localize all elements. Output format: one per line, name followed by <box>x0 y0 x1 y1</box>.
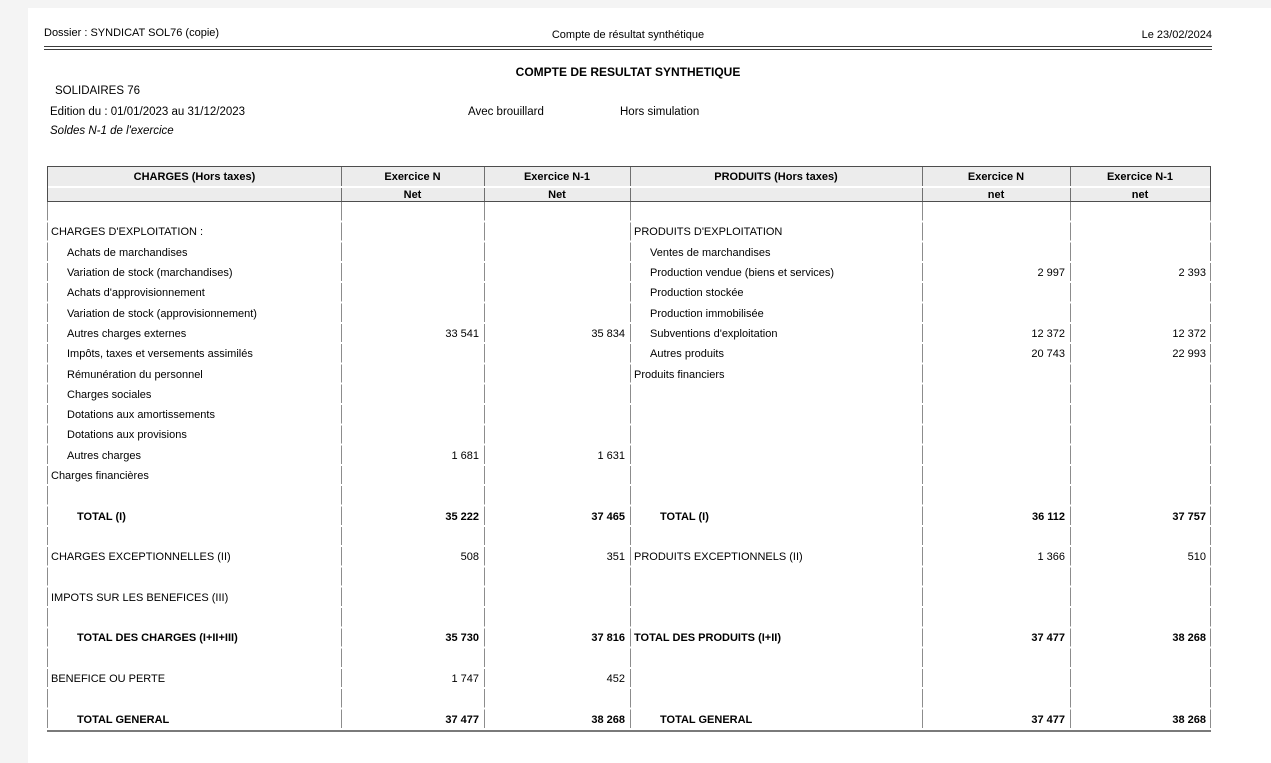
produits-exercice-n-cell: 2 997 <box>1037 267 1065 280</box>
col-subheader-charges-net-n: Net <box>403 188 422 201</box>
produits-label-cell: TOTAL GENERAL <box>660 713 753 726</box>
produits-exercice-n-cell: 36 112 <box>1031 510 1065 523</box>
charges-label-cell: Dotations aux amortissements <box>67 409 215 422</box>
body-column-divider <box>484 202 485 730</box>
table-row <box>47 466 1211 486</box>
table-row <box>47 527 1211 547</box>
charges-exercice-n1-cell: 35 834 <box>591 327 625 340</box>
charges-exercice-n-cell: 1 747 <box>451 672 479 685</box>
charges-label-cell: Impôts, taxes et versements assimilés <box>67 348 253 361</box>
edition-period: Edition du : 01/01/2023 au 31/12/2023 <box>50 106 246 118</box>
table-row <box>47 649 1211 669</box>
produits-exercice-n1-cell: 22 993 <box>1172 348 1206 361</box>
charges-exercice-n1-cell: 38 268 <box>591 713 625 726</box>
charges-label-cell: CHARGES D'EXPLOITATION : <box>51 226 204 239</box>
charges-label-cell: TOTAL (I) <box>77 510 126 523</box>
produits-label-cell: TOTAL (I) <box>660 510 709 523</box>
table-row <box>47 486 1211 506</box>
table-row <box>47 567 1211 587</box>
table-row <box>47 405 1211 425</box>
charges-label-cell: Charges financières <box>51 470 149 482</box>
produits-exercice-n-cell: 1 366 <box>1037 551 1065 564</box>
charges-label-cell: Autres charges externes <box>67 327 187 340</box>
table-row <box>47 243 1211 263</box>
table-header-row-separator <box>48 186 1210 188</box>
result-table <box>47 166 1211 734</box>
table-row <box>47 344 1211 364</box>
table-header-row-net <box>48 188 1210 201</box>
charges-exercice-n1-cell: 37 816 <box>591 632 625 645</box>
produits-exercice-n-cell: 37 477 <box>1031 713 1065 726</box>
header-column-divider <box>341 167 342 201</box>
produits-exercice-n1-cell: 2 393 <box>1178 267 1206 280</box>
charges-label-cell: Autres charges <box>67 449 141 462</box>
produits-exercice-n1-cell: 38 268 <box>1172 632 1206 645</box>
charges-label-cell: Achats de marchandises <box>67 246 188 259</box>
body-column-divider <box>47 202 48 730</box>
table-row <box>47 628 1211 648</box>
header-report-name: Compte de résultat synthétique <box>551 29 705 41</box>
col-header-charges-exercice-n1: Exercice N-1 <box>523 170 591 183</box>
page-title: COMPTE DE RESULTAT SYNTHETIQUE <box>515 65 741 79</box>
produits-label-cell: TOTAL DES PRODUITS (I+II) <box>634 632 781 645</box>
table-row <box>47 425 1211 445</box>
table-row <box>47 324 1211 344</box>
col-subheader-produits-net-n: net <box>987 188 1005 201</box>
dossier-label: Dossier : SYNDICAT SOL76 (copie) <box>44 27 220 39</box>
produits-exercice-n-cell: 20 743 <box>1031 348 1065 361</box>
table-row <box>47 202 1211 222</box>
produits-label-cell: PRODUITS D'EXPLOITATION <box>634 226 783 239</box>
col-header-produits-exercice-n1: Exercice N-1 <box>1106 170 1174 183</box>
produits-label-cell: Production vendue (biens et services) <box>650 267 835 280</box>
charges-exercice-n1-cell: 37 465 <box>591 510 625 523</box>
body-column-divider <box>1210 202 1211 730</box>
company-name: SOLIDAIRES 76 <box>55 85 141 97</box>
charges-exercice-n-cell: 35 730 <box>445 632 479 645</box>
body-column-divider <box>922 202 923 730</box>
document-header <box>44 27 1212 41</box>
table-row <box>47 588 1211 608</box>
produits-label-cell: Production immobilisée <box>650 307 764 320</box>
charges-exercice-n-cell: 1 681 <box>451 449 479 462</box>
col-header-produits: PRODUITS (Hors taxes) <box>714 170 838 183</box>
charges-exercice-n1-cell: 452 <box>606 672 625 685</box>
charges-label-cell: TOTAL DES CHARGES (I+II+III) <box>77 632 238 645</box>
soldes-note: Soldes N-1 de l'exercice <box>50 125 174 137</box>
charges-label-cell: BENEFICE OU PERTE <box>51 672 166 685</box>
charges-exercice-n1-cell: 351 <box>606 551 625 564</box>
table-row <box>47 689 1211 709</box>
body-column-divider <box>630 202 631 730</box>
table-row <box>47 669 1211 689</box>
charges-exercice-n-cell: 35 222 <box>445 510 479 523</box>
table-header <box>47 166 1211 202</box>
charges-label-cell: Rémunération du personnel <box>67 368 203 381</box>
table-row <box>47 283 1211 303</box>
edition-brouillard-flag: Avec brouillard <box>468 106 544 118</box>
produits-label-cell: Production stockée <box>650 287 744 300</box>
charges-label-cell: Charges sociales <box>67 388 152 401</box>
table-header-row-titles <box>48 167 1210 186</box>
charges-exercice-n1-cell: 1 631 <box>597 449 625 462</box>
produits-label-cell: Subventions d'exploitation <box>650 327 778 340</box>
header-column-divider <box>922 167 923 201</box>
charges-label-cell: Achats d'approvisionnement <box>67 287 205 300</box>
table-row <box>47 547 1211 567</box>
header-date: Le 23/02/2024 <box>1141 29 1212 41</box>
col-subheader-produits-net-n1: net <box>1131 188 1149 201</box>
col-header-charges-exercice-n: Exercice N <box>384 170 441 183</box>
produits-label-cell: PRODUITS EXCEPTIONNELS (II) <box>634 551 803 564</box>
col-header-produits-exercice-n: Exercice N <box>967 170 1025 183</box>
charges-exercice-n-cell: 33 541 <box>445 327 479 340</box>
header-double-rule <box>44 46 1212 50</box>
table-row <box>47 222 1211 242</box>
table-row <box>47 263 1211 283</box>
table-row <box>47 385 1211 405</box>
table-row <box>47 506 1211 526</box>
header-column-divider <box>1070 167 1071 201</box>
charges-label-cell: IMPOTS SUR LES BENEFICES (III) <box>51 591 229 604</box>
charges-label-cell: Dotations aux provisions <box>67 429 187 442</box>
produits-exercice-n-cell: 12 372 <box>1031 327 1065 340</box>
produits-label-cell: Ventes de marchandises <box>650 246 771 259</box>
table-row <box>47 446 1211 466</box>
table-row <box>47 709 1211 729</box>
charges-label-cell: Variation de stock (marchandises) <box>67 267 233 280</box>
table-row <box>47 364 1211 384</box>
edition-simulation-flag: Hors simulation <box>620 106 700 118</box>
produits-exercice-n1-cell: 510 <box>1187 551 1206 564</box>
col-subheader-charges-net-n1: Net <box>548 188 566 201</box>
charges-label-cell: CHARGES EXCEPTIONNELLES (II) <box>51 551 231 564</box>
produits-exercice-n1-cell: 38 268 <box>1172 713 1206 726</box>
table-row <box>47 608 1211 628</box>
charges-label-cell: Variation de stock (approvisionnement) <box>67 307 257 320</box>
charges-label-cell: TOTAL GENERAL <box>77 713 170 726</box>
header-column-divider <box>630 167 631 201</box>
table-body <box>47 202 1211 730</box>
produits-exercice-n-cell: 37 477 <box>1031 632 1065 645</box>
table-bottom-border <box>47 730 1211 732</box>
charges-exercice-n-cell: 37 477 <box>445 713 479 726</box>
body-column-divider <box>341 202 342 730</box>
body-column-divider <box>1070 202 1071 730</box>
produits-label-cell: Produits financiers <box>634 368 725 381</box>
charges-exercice-n-cell: 508 <box>460 551 479 564</box>
produits-label-cell: Autres produits <box>650 348 724 361</box>
produits-exercice-n1-cell: 37 757 <box>1172 510 1206 523</box>
header-column-divider <box>484 167 485 201</box>
produits-exercice-n1-cell: 12 372 <box>1172 327 1206 340</box>
table-row <box>47 303 1211 323</box>
col-header-charges: CHARGES (Hors taxes) <box>133 170 256 183</box>
